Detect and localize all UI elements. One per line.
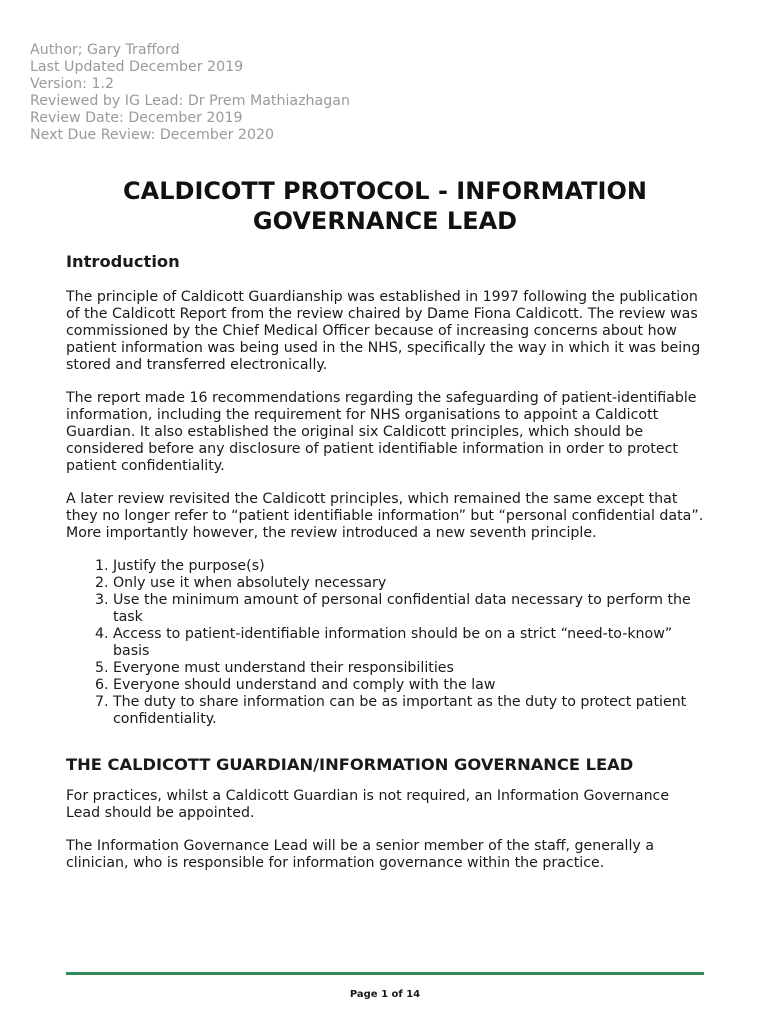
document-title: [0, 176, 770, 236]
guardian-paragraph-1: For practices, whilst a Caldicott Guardian is not required, an Information Governance Lead should be appointed.: [66, 788, 670, 821]
document-body: [66, 251, 706, 888]
title-line-2: GOVERNANCE LEAD: [252, 207, 518, 235]
next-review-line: Next Due Review: December 2020: [30, 127, 275, 143]
principle-item: 6. Everyone should understand and comply with the law: [113, 677, 706, 694]
page-number: Page 1 of 14: [349, 989, 421, 1000]
principle-item: 7. The duty to share information can be as important as the duty to protect patient confidentiality.: [113, 694, 706, 728]
principle-item: 1. Justify the purpose(s): [113, 558, 706, 575]
footer-divider: [66, 972, 704, 975]
principle-item: 3. Use the minimum amount of personal confidential data necessary to perform the task: [113, 592, 706, 626]
principle-item: 5. Everyone must understand their responsibilities: [113, 660, 706, 677]
version-line: Version: 1.2: [30, 76, 115, 92]
intro-paragraph-2: The report made 16 recommendations regarding the safeguarding of patient-identifiable information, including the requirement for NHS organisations to appoint a Caldicott Guardian. It also established the original six Caldicott principles, which should be considered before any disclosure of patient identifiable information in order to protect patient confidentiality.: [66, 390, 697, 474]
author-line: Author; Gary Trafford: [30, 42, 180, 58]
review-date-line: Review Date: December 2019: [30, 110, 243, 126]
last-updated-line: Last Updated December 2019: [30, 59, 244, 75]
document-metadata: [30, 42, 350, 144]
caldicott-principles-list: [66, 558, 706, 728]
title-line-1: CALDICOTT PROTOCOL - INFORMATION: [123, 177, 647, 205]
principle-item: 4. Access to patient-identifiable information should be on a strict “need-to-know” basis: [113, 626, 706, 660]
guardian-section-heading: THE CALDICOTT GUARDIAN/INFORMATION GOVERNANCE LEAD: [66, 755, 634, 774]
intro-paragraph-1: The principle of Caldicott Guardianship was established in 1997 following the publication of the Caldicott Report from the review chaired by Dame Fiona Caldicott. The review was commissioned by the Chief Medical Officer because of increasing concerns about how patient information was being used in the NHS, specifically the way in which it was being stored and transferred electronically.: [66, 289, 701, 373]
guardian-paragraph-2: The Information Governance Lead will be a senior member of the staff, generally a clinician, who is responsible for information governance within the practice.: [66, 838, 655, 871]
principle-item: 2. Only use it when absolutely necessary: [113, 575, 706, 592]
reviewed-by-line: Reviewed by IG Lead: Dr Prem Mathiazhagan: [30, 93, 350, 109]
introduction-heading: Introduction: [66, 252, 180, 271]
intro-paragraph-3: A later review revisited the Caldicott principles, which remained the same except that they no longer refer to “patient identifiable information” but “personal confidential data”. More importantly however, the review introduced a new seventh principle.: [66, 491, 704, 541]
